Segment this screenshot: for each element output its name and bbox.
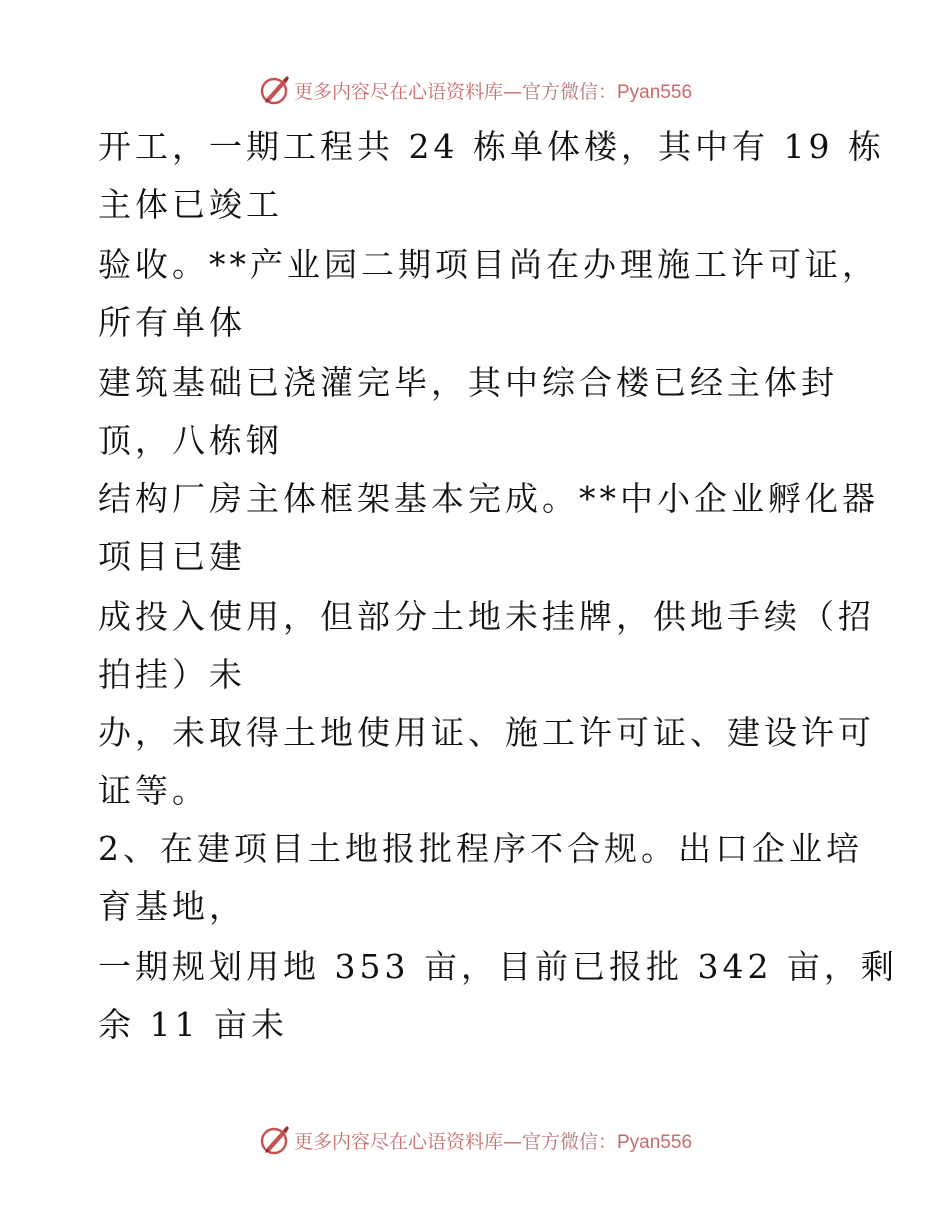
pen-logo-icon — [258, 73, 292, 107]
text-line: 证等。 — [98, 771, 209, 810]
watermark-wechat-label: 官方微信： — [521, 1130, 617, 1153]
watermark-handle: Pyan556 — [617, 81, 693, 103]
watermark-site-text: 更多内容尽在心语资料库 — [293, 80, 503, 103]
watermark-site-text: 更多内容尽在心语资料库 — [293, 1130, 503, 1153]
text-line: 成投入使用，但部分土地未挂牌，供地手续（招 — [98, 597, 875, 636]
text-line: 一期规划用地 353 亩，目前已报批 342 亩，剩 — [98, 947, 898, 986]
text-line: 所有单体 — [98, 303, 246, 342]
text-line: 顶，八栋钢 — [98, 421, 283, 460]
header-watermark — [0, 70, 950, 110]
text-line: 余 11 亩未 — [98, 1005, 288, 1044]
text-line: 验收。**产业园二期项目尚在办理施工许可证， — [98, 245, 879, 284]
text-line: 主体已竣工 — [98, 185, 283, 224]
text-line: 拍挂）未 — [98, 655, 246, 694]
pen-logo-icon — [258, 1123, 292, 1157]
text-line: 2、在建项目土地报批程序不合规。出口企业培 — [98, 829, 863, 868]
watermark-handle: Pyan556 — [617, 1131, 693, 1153]
text-line: 育基地， — [98, 887, 246, 926]
text-line: 结构厂房主体框架基本完成。**中小企业孵化器 — [98, 479, 879, 518]
watermark-wechat-label: 官方微信： — [521, 80, 617, 103]
text-line: 项目已建 — [98, 537, 246, 576]
text-line: 开工，一期工程共 24 栋单体楼，其中有 19 栋 — [98, 127, 885, 166]
text-line: 建筑基础已浇灌完毕，其中综合楼已经主体封 — [98, 363, 838, 402]
watermark-dash: — — [502, 80, 522, 103]
text-line: 办，未取得土地使用证、施工许可证、建设许可 — [98, 713, 875, 752]
footer-watermark — [0, 1120, 950, 1160]
watermark-dash: — — [502, 1130, 522, 1153]
